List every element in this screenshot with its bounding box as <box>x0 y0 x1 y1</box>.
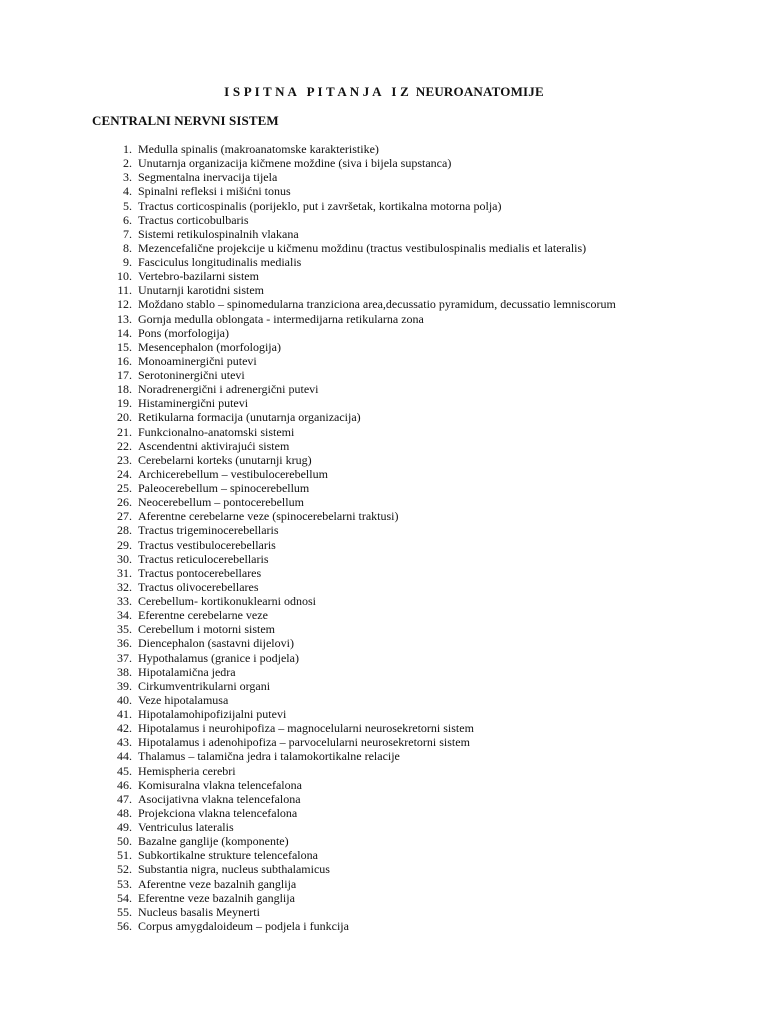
section-title: CENTRALNI NERVNI SISTEM <box>92 113 279 128</box>
question-text: Hypothalamus (granice i podjela) <box>138 650 299 665</box>
document-title: I S P I T N A P I T A N J A I Z NEUROANATOMIJE <box>224 84 544 99</box>
question-number: 18. <box>117 382 132 397</box>
question-number: 8. <box>123 240 132 255</box>
question-number: 10. <box>117 269 132 284</box>
question-text: Tractus reticulocerebellaris <box>138 551 269 566</box>
question-number: 7. <box>123 226 132 241</box>
question-number: 27. <box>117 509 132 524</box>
question-number: 15. <box>117 339 132 354</box>
question-number: 24. <box>117 466 132 481</box>
question-number: 20. <box>117 410 132 425</box>
question-text: Unutarnja organizacija kičmene moždine (siva i bijela supstanca) <box>138 156 452 171</box>
question-number: 25. <box>117 481 132 495</box>
question-text: Tractus corticospinalis (porijeklo, put i završetak, kortikalna motorna polja) <box>138 198 502 213</box>
question-text: Aferentne veze bazalnih ganglija <box>138 876 297 891</box>
question-number: 2. <box>123 156 132 171</box>
question-number: 41. <box>117 707 132 721</box>
question-text: Cerebellum i motorni sistem <box>138 622 275 637</box>
question-number: 1. <box>123 142 132 156</box>
question-number: 52. <box>117 862 132 877</box>
question-text: Mesencephalon (morfologija) <box>138 339 281 354</box>
question-text: Funkcionalno-anatomski sistemi <box>138 424 295 439</box>
question-number: 22. <box>117 438 132 453</box>
question-text: Aferentne cerebelarne veze (spinocerebelarni traktusi) <box>138 509 399 524</box>
question-text: Serotoninergični utevi <box>138 368 245 382</box>
question-number: 37. <box>117 650 132 665</box>
question-text: Tractus trigeminocerebellaris <box>138 523 279 538</box>
question-text: Cerebellum- kortikonuklearni odnosi <box>138 594 316 608</box>
question-text: Vertebro-bazilarni sistem <box>138 269 259 284</box>
question-text: Corpus amygdaloideum – podjela i funkcija <box>138 918 349 933</box>
question-number: 38. <box>117 664 132 679</box>
question-number: 13. <box>117 311 132 326</box>
question-number: 30. <box>117 551 132 566</box>
question-number: 33. <box>117 594 132 608</box>
question-text: Veze hipotalamusa <box>138 692 229 707</box>
question-text: Ventriculus lateralis <box>138 820 234 834</box>
question-number: 32. <box>117 579 132 594</box>
question-number: 5. <box>123 198 132 213</box>
question-number: 53. <box>117 876 132 891</box>
question-number: 56. <box>117 918 132 933</box>
question-number: 31. <box>117 565 132 580</box>
question-text: Cirkumventrikularni organi <box>138 678 271 693</box>
question-number: 43. <box>117 735 132 750</box>
question-number: 47. <box>117 791 132 806</box>
question-text: Noradrenergični i adrenergični putevi <box>138 382 319 397</box>
question-number: 14. <box>117 325 132 340</box>
question-number: 49. <box>117 820 132 834</box>
question-text: Eferentne cerebelarne veze <box>138 608 268 623</box>
question-text: Bazalne ganglije (komponente) <box>138 834 289 849</box>
question-text: Sistemi retikulospinalnih vlakana <box>138 226 299 241</box>
question-text: Monoaminergični putevi <box>138 353 257 368</box>
question-number: 3. <box>123 170 132 185</box>
question-text: Paleocerebellum – spinocerebellum <box>138 481 310 495</box>
question-text: Moždano stablo – spinomedularna tranziciona area,decussatio pyramidum, decussatio lemniscorum <box>138 297 616 312</box>
question-text: Hipotalamus i neurohipofiza – magnocelularni neurosekretorni sistem <box>138 721 474 736</box>
question-text: Unutarnji karotidni sistem <box>138 283 264 298</box>
question-text: Spinalni refleksi i mišićni tonus <box>138 184 291 199</box>
question-number: 4. <box>123 184 132 199</box>
question-text: Komisuralna vlakna telencefalona <box>138 777 302 792</box>
question-number: 44. <box>117 749 132 764</box>
question-text: Histaminergični putevi <box>138 396 249 411</box>
question-text: Hipotalamus i adenohipofiza – parvocelularni neurosekretorni sistem <box>138 735 470 750</box>
question-number: 46. <box>117 777 132 792</box>
question-number: 12. <box>117 297 132 312</box>
question-text: Retikularna formacija (unutarnja organizacija) <box>138 410 361 425</box>
question-text: Projekciona vlakna telencefalona <box>138 805 298 820</box>
question-text: Ascendentni aktivirajući sistem <box>138 438 290 453</box>
question-text: Eferentne veze bazalnih ganglija <box>138 890 295 905</box>
question-text: Tractus pontocerebellares <box>138 565 262 580</box>
question-number: 39. <box>117 678 132 693</box>
question-text: Mezencefalične projekcije u kičmenu moždinu (tractus vestibulospinalis medialis et lateralis) <box>138 240 587 255</box>
question-number: 50. <box>117 834 132 849</box>
question-number: 6. <box>123 212 132 227</box>
question-number: 54. <box>117 890 132 905</box>
question-text: Tractus vestibulocerebellaris <box>138 537 276 552</box>
question-text: Subkortikalne strukture telencefalona <box>138 848 318 863</box>
question-number: 26. <box>117 495 132 510</box>
question-number: 34. <box>117 608 132 623</box>
question-number: 16. <box>117 353 132 368</box>
question-number: 23. <box>117 452 132 467</box>
question-number: 19. <box>117 396 132 411</box>
question-text: Tractus olivocerebellares <box>138 579 259 594</box>
question-text: Pons (morfologija) <box>138 325 229 340</box>
question-text: Segmentalna inervacija tijela <box>138 170 278 185</box>
question-number: 9. <box>123 255 132 269</box>
question-text: Substantia nigra, nucleus subthalamicus <box>138 862 330 877</box>
question-number: 45. <box>117 763 132 778</box>
question-number: 28. <box>117 523 132 538</box>
question-number: 51. <box>117 848 132 863</box>
question-text: Thalamus – talamična jedra i talamokortikalne relacije <box>138 749 400 764</box>
question-text: Fasciculus longitudinalis medialis <box>138 255 302 269</box>
question-number: 35. <box>117 622 132 637</box>
question-number: 40. <box>117 692 132 707</box>
question-text: Tractus corticobulbaris <box>138 212 249 227</box>
question-number: 29. <box>117 537 132 552</box>
question-number: 36. <box>117 636 132 651</box>
question-text: Diencephalon (sastavni dijelovi) <box>138 636 294 651</box>
question-text: Medulla spinalis (makroanatomske karakteristike) <box>138 142 379 156</box>
question-text: Hemispheria cerebri <box>138 763 236 778</box>
question-text: Asocijativna vlakna telencefalona <box>138 791 301 806</box>
question-number: 55. <box>117 904 132 919</box>
question-number: 48. <box>117 805 132 820</box>
question-number: 17. <box>117 368 132 382</box>
question-text: Hipotalamohipofizijalni putevi <box>138 707 287 721</box>
question-number: 11. <box>117 283 132 298</box>
question-text: Nucleus basalis Meynerti <box>138 904 260 919</box>
question-text: Archicerebellum – vestibulocerebellum <box>138 466 328 481</box>
question-text: Hipotalamična jedra <box>138 664 236 679</box>
question-text: Neocerebellum – pontocerebellum <box>138 495 304 510</box>
question-number: 21. <box>117 424 132 439</box>
question-number: 42. <box>117 721 132 736</box>
question-text: Cerebelarni korteks (unutarnji krug) <box>138 452 312 467</box>
question-text: Gornja medulla oblongata - intermedijarna retikularna zona <box>138 311 424 326</box>
